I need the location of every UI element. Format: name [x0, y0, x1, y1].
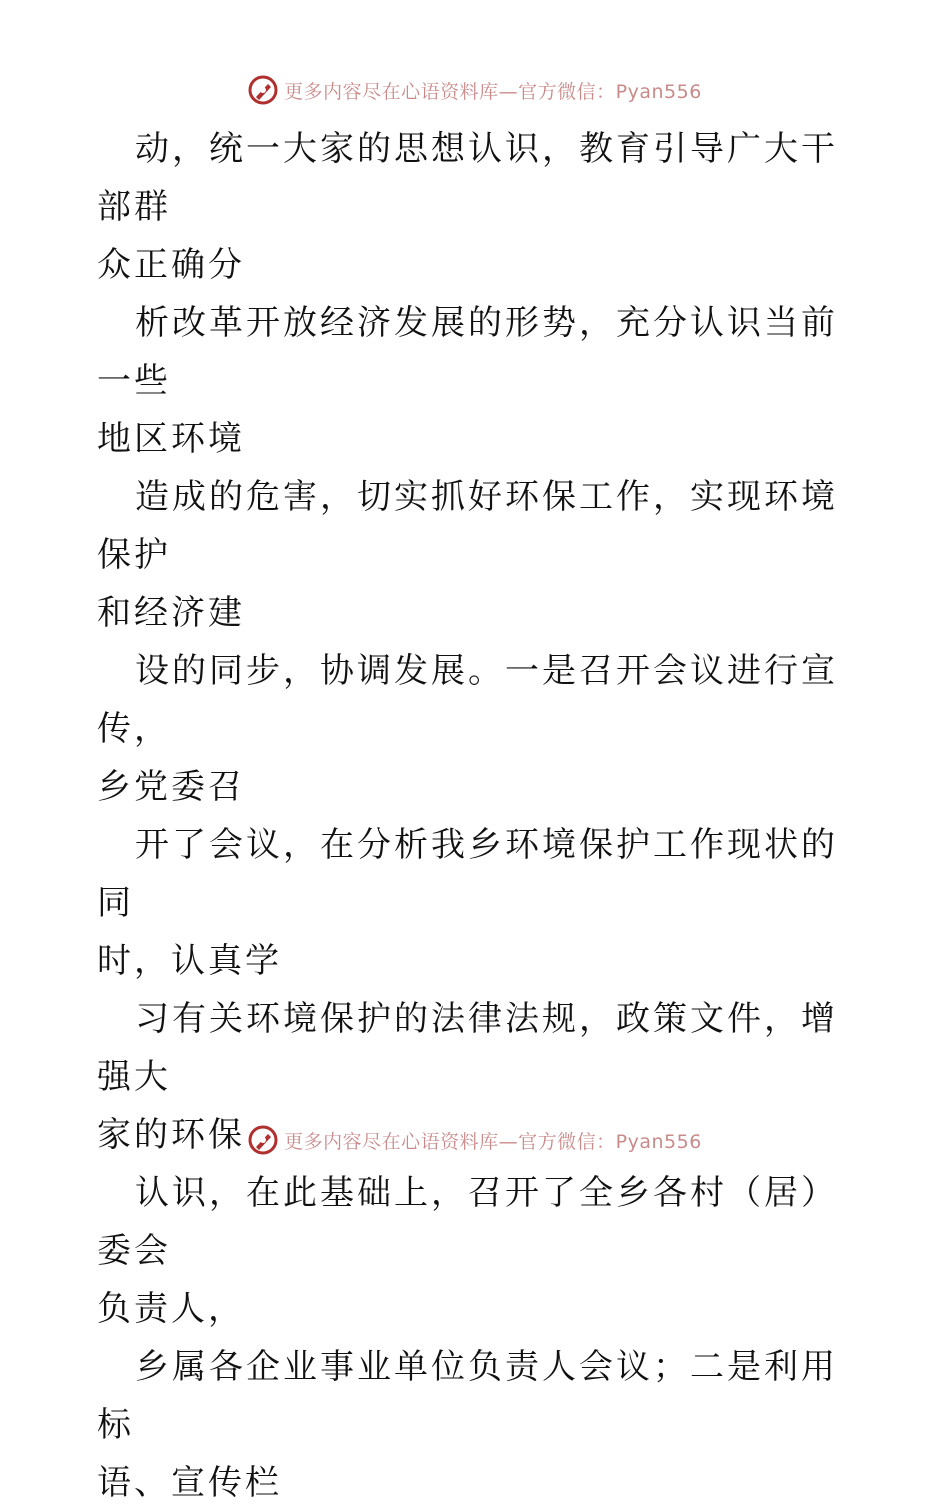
- paragraph: [97, 642, 857, 816]
- paragraph-line: 时，认真学: [97, 941, 282, 981]
- paragraph-line: 造成的危害，切实抓好环保工作，实现环境保护: [97, 477, 838, 575]
- paragraph: [97, 1338, 857, 1512]
- paragraph-line: 习有关环境保护的法律法规，政策文件，增强大: [97, 999, 838, 1097]
- paragraph-line: 语、宣传栏: [97, 1463, 282, 1503]
- header-banner-text: 更多内容尽在心语资料库—官方微信：Pyan556: [284, 80, 702, 103]
- header-banner: [0, 70, 950, 110]
- document-body: [97, 120, 857, 1512]
- paragraph: [97, 816, 857, 990]
- paragraph-line: 设的同步，协调发展。一是召开会议进行宣传，: [97, 651, 838, 749]
- paragraph: [97, 294, 857, 468]
- paragraph-line: 乡党委召: [97, 767, 245, 807]
- paragraph-line: 认识，在此基础上，召开了全乡各村（居）委会: [97, 1173, 838, 1271]
- paragraph: [97, 120, 857, 294]
- paragraph-line: 开了会议，在分析我乡环境保护工作现状的同: [97, 825, 838, 923]
- paragraph-line: 和经济建: [97, 593, 245, 633]
- paragraph-line: 动，统一大家的思想认识，教育引导广大干部群: [97, 129, 838, 227]
- paragraph-line: 负责人，: [97, 1289, 245, 1329]
- footer-banner-text: 更多内容尽在心语资料库—官方微信：Pyan556: [284, 1130, 702, 1153]
- paragraph-line: 家的环保: [97, 1115, 245, 1155]
- paragraph: [97, 1164, 857, 1338]
- paragraph-line: 乡属各企业事业单位负责人会议；二是利用标: [97, 1347, 838, 1445]
- paragraph-line: 地区环境: [97, 419, 245, 459]
- wechat-pen-logo-icon: [248, 1125, 278, 1155]
- paragraph: [97, 468, 857, 642]
- paragraph-line: 众正确分: [97, 245, 245, 285]
- footer-banner: [0, 1120, 950, 1160]
- paragraph-line: 析改革开放经济发展的形势，充分认识当前一些: [97, 303, 838, 401]
- wechat-pen-logo-icon: [248, 75, 278, 105]
